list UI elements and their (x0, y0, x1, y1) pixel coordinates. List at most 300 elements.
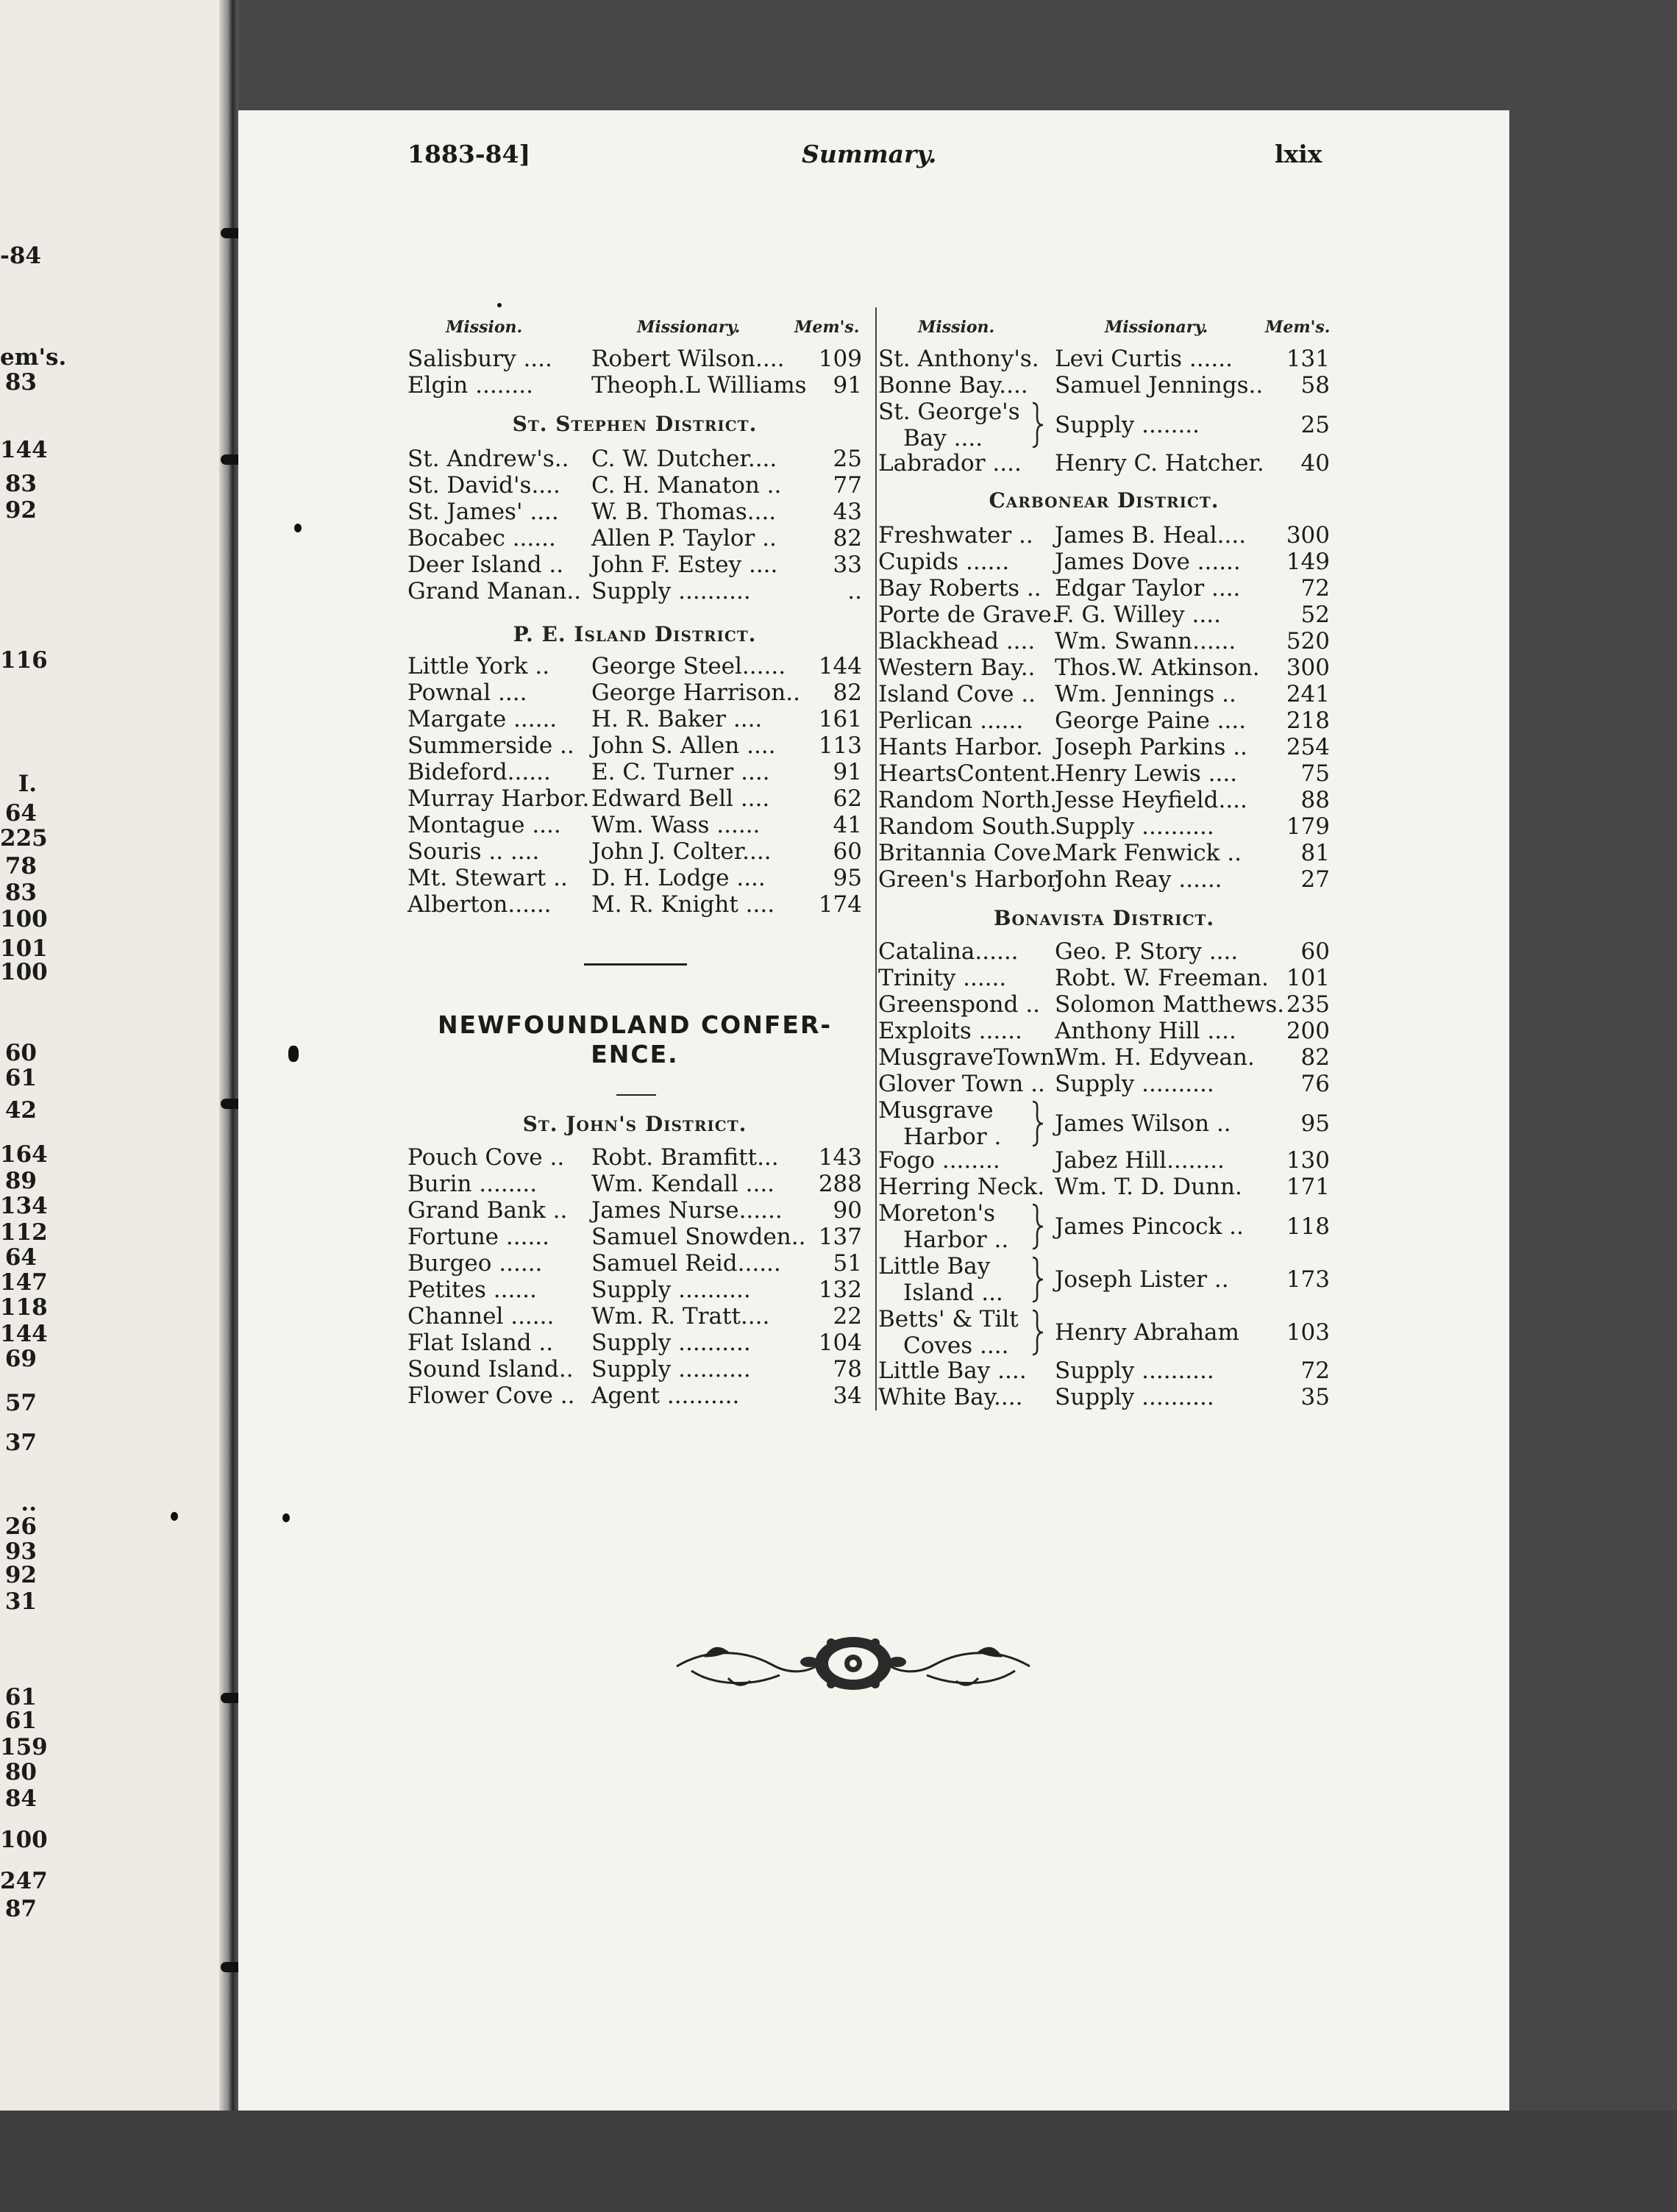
row-missionary: James Dove ...... (1055, 549, 1241, 575)
row-mission: Elgin ........ (407, 372, 533, 399)
summary-row (878, 707, 1330, 734)
row-mems: 78 (833, 1356, 862, 1382)
facing-page-number: 118 (0, 1294, 48, 1321)
summary-row (407, 578, 862, 604)
row-mission: Little York .. (407, 653, 550, 679)
row-mission: Moreton's (878, 1200, 996, 1227)
brace-icon (1031, 1100, 1044, 1147)
summary-row (407, 865, 862, 891)
summary-row (878, 840, 1330, 866)
row-mission: Bideford...... (407, 759, 551, 785)
facing-page-number: 84 (4, 1785, 37, 1812)
summary-row (407, 552, 862, 578)
facing-page-number: 42 (4, 1097, 37, 1124)
summary-row (407, 838, 862, 865)
summary-row (878, 866, 1330, 893)
row-mission: Fogo ........ (878, 1147, 1000, 1174)
col-header-mission: Mission. (918, 318, 995, 337)
row-mems: 118 (1286, 1213, 1330, 1240)
row-missionary: James B. Heal.... (1055, 522, 1247, 549)
facing-page-number: .. (21, 1490, 37, 1516)
row-mems: 82 (1300, 1044, 1330, 1071)
district-title-st-stephen: St. Stephen District. (512, 412, 758, 436)
summary-row (407, 1197, 862, 1224)
row-mems: 171 (1286, 1174, 1330, 1200)
row-missionary: Mark Fenwick .. (1055, 840, 1242, 866)
row-missionary: Wm. R. Tratt.... (591, 1303, 770, 1330)
district-title-bonavista: Bonavista District. (993, 906, 1215, 930)
facing-page-number: 37 (4, 1430, 37, 1456)
summary-row (878, 450, 1330, 477)
row-missionary: Supply .......... (591, 1356, 751, 1382)
row-mems: 82 (833, 679, 862, 706)
row-missionary: Robert Wilson.... (591, 346, 785, 372)
summary-row (407, 732, 862, 759)
row-missionary: Henry Abraham (1055, 1319, 1239, 1346)
row-missionary: James Nurse...... (591, 1197, 783, 1224)
facing-page-number: 100 (0, 906, 48, 932)
row-missionary: John J. Colter.... (591, 838, 772, 865)
row-mission: Island Cove .. (878, 681, 1036, 707)
row-mission: Britannia Cove. (878, 840, 1058, 866)
row-mission-cont: Bay .... (903, 425, 983, 452)
facing-page-number: 92 (4, 497, 37, 524)
summary-row (878, 522, 1330, 549)
row-mission: Blackhead .... (878, 628, 1036, 654)
row-mission: Grand Bank .. (407, 1197, 568, 1224)
column-divider (875, 307, 877, 1410)
section-rule-short (616, 1094, 656, 1096)
summary-row (407, 1171, 862, 1197)
row-mission: Freshwater .. (878, 522, 1033, 549)
summary-row-braced (878, 1097, 1330, 1150)
row-missionary: Thos.W. Atkinson. (1055, 654, 1260, 681)
facing-page-number: 64 (4, 800, 37, 827)
facing-page-number: 144 (0, 437, 48, 463)
summary-row (878, 787, 1330, 813)
row-mems: 60 (1300, 938, 1330, 965)
row-missionary: D. H. Lodge .... (591, 865, 766, 891)
row-mems: 149 (1286, 549, 1330, 575)
row-missionary: John Reay ...... (1055, 866, 1222, 893)
row-missionary: Supply .......... (591, 1330, 751, 1356)
row-missionary: Henry C. Hatcher. (1055, 450, 1264, 477)
row-mission: Channel ...... (407, 1303, 555, 1330)
row-mission: HeartsContent. (878, 760, 1057, 787)
facing-page-number: 134 (0, 1193, 48, 1219)
facing-page-number: 87 (4, 1896, 37, 1922)
row-missionary: H. R. Baker .... (591, 706, 763, 732)
row-mission: Western Bay.. (878, 654, 1036, 681)
row-mission: Deer Island .. (407, 552, 564, 578)
row-mems: 43 (833, 499, 862, 525)
row-mission: Random North. (878, 787, 1058, 813)
ink-speck (282, 1513, 290, 1522)
row-missionary: Edward Bell .... (591, 785, 770, 812)
row-mems: 95 (833, 865, 862, 891)
row-missionary: John F. Estey .... (591, 552, 778, 578)
row-mission: Murray Harbor. (407, 785, 590, 812)
summary-row (878, 575, 1330, 602)
row-missionary: Supply .......... (591, 1277, 751, 1303)
row-mission: Perlican ...... (878, 707, 1024, 734)
summary-row (407, 1382, 862, 1409)
row-missionary: Geo. P. Story .... (1055, 938, 1239, 965)
row-missionary: Edgar Taylor .... (1055, 575, 1241, 602)
row-mems: 88 (1300, 787, 1330, 813)
row-mems: 75 (1300, 760, 1330, 787)
summary-row (407, 499, 862, 525)
facing-page-number: 83 (4, 369, 37, 396)
row-mems: 161 (818, 706, 862, 732)
summary-row (407, 525, 862, 552)
summary-row (407, 346, 862, 372)
row-missionary: W. B. Thomas.... (591, 499, 777, 525)
facing-page-number: 61 (4, 1684, 37, 1710)
row-mission: Margate ...... (407, 706, 558, 732)
row-mems: 101 (1286, 965, 1330, 991)
row-mems: 27 (1300, 866, 1330, 893)
row-missionary: George Steel...... (591, 653, 786, 679)
ink-speck (294, 524, 302, 532)
facing-page-number: 225 (0, 825, 48, 852)
summary-row (878, 965, 1330, 991)
row-missionary: Theoph.L Williams (591, 372, 807, 399)
row-mission: White Bay.... (878, 1384, 1023, 1410)
row-mission: Petites ...... (407, 1277, 537, 1303)
header-title: Summary. (802, 140, 937, 168)
summary-row (878, 372, 1330, 399)
row-mission: MusgraveTown. (878, 1044, 1062, 1071)
facing-page-number: -84 (0, 243, 42, 269)
row-missionary: Robt. W. Freeman. (1055, 965, 1269, 991)
row-mission: Pouch Cove .. (407, 1144, 565, 1171)
summary-row (878, 549, 1330, 575)
row-missionary: F. G. Willey .... (1055, 602, 1221, 628)
row-mems: 137 (818, 1224, 862, 1250)
facing-page-number: 159 (0, 1734, 48, 1760)
summary-row (878, 1357, 1330, 1384)
header-page-number: lxix (1275, 140, 1322, 168)
summary-row (407, 812, 862, 838)
row-mems: 300 (1286, 654, 1330, 681)
facing-page-number: 89 (4, 1168, 37, 1194)
row-missionary: Wm. Kendall .... (591, 1171, 775, 1197)
row-missionary: Supply .......... (1055, 1357, 1214, 1384)
row-missionary: Wm. T. D. Dunn. (1055, 1174, 1242, 1200)
row-mems: 109 (818, 346, 862, 372)
summary-row (407, 679, 862, 706)
row-mems: 58 (1300, 372, 1330, 399)
facing-page-number: 144 (0, 1321, 48, 1347)
row-missionary: Robt. Bramfitt... (591, 1144, 779, 1171)
col-header-mems: Mem's. (1265, 318, 1331, 337)
summary-row (407, 1356, 862, 1382)
ink-speck (497, 303, 502, 307)
facing-page-number: 26 (4, 1513, 37, 1540)
row-missionary: Wm. Jennings .. (1055, 681, 1236, 707)
row-mission: Green's Harbor. (878, 866, 1063, 893)
ink-speck (171, 1512, 178, 1521)
brace-icon (1031, 1256, 1044, 1303)
row-mems: 72 (1300, 1357, 1330, 1384)
row-mission: St. David's.... (407, 472, 560, 499)
row-mems: 25 (1300, 412, 1330, 438)
facing-page-number: 247 (0, 1868, 48, 1894)
row-mission: Bay Roberts .. (878, 575, 1042, 602)
summary-row (878, 813, 1330, 840)
facing-page-number: 83 (4, 880, 37, 906)
row-mission: Grand Manan.. (407, 578, 582, 604)
summary-row (878, 1384, 1330, 1410)
ornament-icon (662, 1627, 1044, 1700)
summary-row (878, 1018, 1330, 1044)
row-missionary: Supply .......... (1055, 1384, 1214, 1410)
row-mission: St. Andrew's.. (407, 446, 569, 472)
summary-row (407, 706, 862, 732)
col-header-missionary: Missionary. (1105, 318, 1208, 337)
row-mission: Pownal .... (407, 679, 527, 706)
gutter-shadow (219, 0, 238, 2111)
row-mems: 41 (833, 812, 862, 838)
brace-icon (1031, 402, 1044, 449)
row-mission: Flower Cove .. (407, 1382, 575, 1409)
row-mission: Hants Harbor. (878, 734, 1043, 760)
brace-icon (1031, 1309, 1044, 1356)
row-missionary: Supply .......... (1055, 813, 1214, 840)
row-mission: Souris .. .... (407, 838, 540, 865)
row-mems: 91 (833, 372, 862, 399)
facing-page-number: 57 (4, 1390, 37, 1416)
row-mems: 35 (1300, 1384, 1330, 1410)
facing-page-number: 64 (4, 1244, 37, 1271)
row-mems: 254 (1286, 734, 1330, 760)
row-mems: .. (847, 578, 862, 604)
conference-title-cont: ENCE. (591, 1040, 679, 1068)
row-mission: Fortune ...... (407, 1224, 550, 1250)
brace-icon (1031, 1203, 1044, 1250)
row-mems: 81 (1300, 840, 1330, 866)
row-missionary: Agent .......... (591, 1382, 740, 1409)
facing-page-number: 69 (4, 1346, 37, 1372)
row-mission: Musgrave (878, 1097, 994, 1124)
row-missionary: C. H. Manaton .. (591, 472, 782, 499)
row-mems: 25 (833, 446, 862, 472)
summary-row (407, 1144, 862, 1171)
row-mems: 72 (1300, 575, 1330, 602)
row-mems: 241 (1286, 681, 1330, 707)
row-missionary: James Wilson .. (1055, 1110, 1231, 1137)
row-mission: Summerside .. (407, 732, 574, 759)
row-mems: 235 (1286, 991, 1330, 1018)
row-mems: 52 (1300, 602, 1330, 628)
row-missionary: Wm. Swann...... (1055, 628, 1236, 654)
summary-row (878, 760, 1330, 787)
summary-row (878, 1147, 1330, 1174)
summary-row-braced (878, 1200, 1330, 1253)
row-mems: 520 (1286, 628, 1330, 654)
row-mems: 179 (1286, 813, 1330, 840)
row-mems: 60 (833, 838, 862, 865)
row-missionary: C. W. Dutcher.... (591, 446, 777, 472)
facing-page-number: 100 (0, 959, 48, 985)
summary-row (407, 472, 862, 499)
row-mission: Catalina...... (878, 938, 1019, 965)
row-mission: Greenspond .. (878, 991, 1041, 1018)
row-missionary: Supply ........ (1055, 412, 1200, 438)
row-mems: 90 (833, 1197, 862, 1224)
row-mission: Salisbury .... (407, 346, 552, 372)
facing-page-number: 93 (4, 1538, 37, 1565)
facing-page-number: 92 (4, 1562, 37, 1588)
summary-row (878, 654, 1330, 681)
summary-row (878, 346, 1330, 372)
summary-row (878, 628, 1330, 654)
section-rule (584, 963, 687, 966)
row-mems: 82 (833, 525, 862, 552)
row-mission: Flat Island .. (407, 1330, 554, 1356)
summary-row-braced (878, 1306, 1330, 1359)
row-mems: 288 (818, 1171, 862, 1197)
district-title-pei: P. E. Island District. (513, 622, 757, 646)
facing-page-number: 61 (4, 1065, 37, 1091)
facing-page-number: 60 (4, 1040, 37, 1066)
row-mission: Trinity ...... (878, 965, 1007, 991)
ink-speck (288, 1046, 299, 1062)
row-missionary: Levi Curtis ...... (1055, 346, 1233, 372)
row-mems: 174 (818, 891, 862, 918)
summary-row (407, 759, 862, 785)
summary-row (407, 1224, 862, 1250)
facing-page-number: 101 (0, 935, 48, 962)
row-mission: Sound Island.. (407, 1356, 574, 1382)
row-mems: 131 (1286, 346, 1330, 372)
row-missionary: James Pincock .. (1055, 1213, 1244, 1240)
row-mems: 113 (818, 732, 862, 759)
facing-page-number: 61 (4, 1708, 37, 1734)
facing-page-number: 147 (0, 1269, 48, 1296)
row-mission: Random South. (878, 813, 1057, 840)
row-missionary: Joseph Parkins .. (1055, 734, 1247, 760)
summary-row (407, 446, 862, 472)
facing-page-number: 78 (4, 853, 37, 880)
facing-page-number: 164 (0, 1141, 48, 1168)
summary-row (878, 734, 1330, 760)
row-mems: 130 (1286, 1147, 1330, 1174)
row-mission: Glover Town .. (878, 1071, 1045, 1097)
row-missionary: Samuel Reid...... (591, 1250, 781, 1277)
conference-title: NEWFOUNDLAND CONFER- (437, 1010, 833, 1039)
facing-page-number: 31 (4, 1588, 37, 1615)
row-missionary: Samuel Jennings.. (1055, 372, 1264, 399)
row-mission: Bonne Bay.... (878, 372, 1028, 399)
facing-page-number: 112 (0, 1219, 48, 1246)
row-mems: 95 (1300, 1110, 1330, 1137)
facing-page-number: I. (18, 771, 37, 797)
row-missionary: George Harrison.. (591, 679, 800, 706)
row-mission: Montague .... (407, 812, 561, 838)
facing-page-number: 80 (4, 1759, 37, 1785)
summary-row (407, 653, 862, 679)
row-mission: Exploits ...... (878, 1018, 1022, 1044)
row-mems: 132 (818, 1277, 862, 1303)
summary-row (407, 1277, 862, 1303)
background-shade (0, 2111, 1677, 2212)
row-mems: 103 (1286, 1319, 1330, 1346)
summary-row (878, 938, 1330, 965)
row-mission: Little Bay (878, 1253, 991, 1280)
row-mission-cont: Coves .... (903, 1332, 1009, 1359)
row-mission: St. James' .... (407, 499, 559, 525)
facing-page-number: em's. (0, 344, 67, 371)
row-missionary: M. R. Knight .... (591, 891, 775, 918)
row-missionary: Allen P. Taylor .. (591, 525, 777, 552)
row-missionary: Supply .......... (591, 578, 751, 604)
row-missionary: Anthony Hill .... (1055, 1018, 1236, 1044)
summary-row (878, 1174, 1330, 1200)
summary-row-braced (878, 1253, 1330, 1306)
col-header-mems: Mem's. (794, 318, 860, 337)
row-mems: 22 (833, 1303, 862, 1330)
row-mission: Herring Neck. (878, 1174, 1045, 1200)
row-missionary: Jabez Hill........ (1055, 1147, 1225, 1174)
summary-row (878, 991, 1330, 1018)
row-mems: 62 (833, 785, 862, 812)
summary-row (407, 1250, 862, 1277)
row-mission: St. George's (878, 399, 1020, 425)
row-mems: 104 (818, 1330, 862, 1356)
col-header-missionary: Missionary. (637, 318, 741, 337)
row-mission-cont: Harbor .. (903, 1227, 1009, 1253)
row-mission-cont: Island ... (903, 1280, 1003, 1306)
row-missionary: Joseph Lister .. (1055, 1266, 1229, 1293)
row-mems: 77 (833, 472, 862, 499)
header-year: 1883-84] (407, 140, 531, 168)
summary-row (407, 785, 862, 812)
row-missionary: Samuel Snowden.. (591, 1224, 806, 1250)
row-mission: Mt. Stewart .. (407, 865, 568, 891)
row-missionary: John S. Allen .... (591, 732, 776, 759)
row-mems: 76 (1300, 1071, 1330, 1097)
row-mission: Little Bay .... (878, 1357, 1027, 1384)
row-mission: St. Anthony's. (878, 346, 1039, 372)
row-mems: 200 (1286, 1018, 1330, 1044)
row-missionary: Wm. H. Edyvean. (1055, 1044, 1255, 1071)
row-mems: 51 (833, 1250, 862, 1277)
row-mission: Porte de Grave. (878, 602, 1059, 628)
row-mems: 300 (1286, 522, 1330, 549)
row-mission-cont: Harbor . (903, 1124, 1002, 1150)
row-mission: Betts' & Tilt (878, 1306, 1019, 1332)
row-mission: Burin ........ (407, 1171, 538, 1197)
district-title-st-johns: St. John's District. (522, 1112, 747, 1136)
facing-page-number: 100 (0, 1827, 48, 1853)
summary-row (407, 891, 862, 918)
row-mems: 34 (833, 1382, 862, 1409)
summary-row (878, 602, 1330, 628)
facing-page-number: 116 (0, 647, 48, 674)
summary-row (878, 1044, 1330, 1071)
row-mems: 40 (1300, 450, 1330, 477)
row-missionary: Jesse Heyfield.... (1055, 787, 1247, 813)
row-mission: Alberton...... (407, 891, 552, 918)
row-mems: 91 (833, 759, 862, 785)
row-mems: 144 (818, 653, 862, 679)
row-mems: 173 (1286, 1266, 1330, 1293)
district-title-carbonear: Carbonear District. (989, 488, 1220, 513)
summary-row (407, 1303, 862, 1330)
summary-row-braced (878, 399, 1330, 452)
